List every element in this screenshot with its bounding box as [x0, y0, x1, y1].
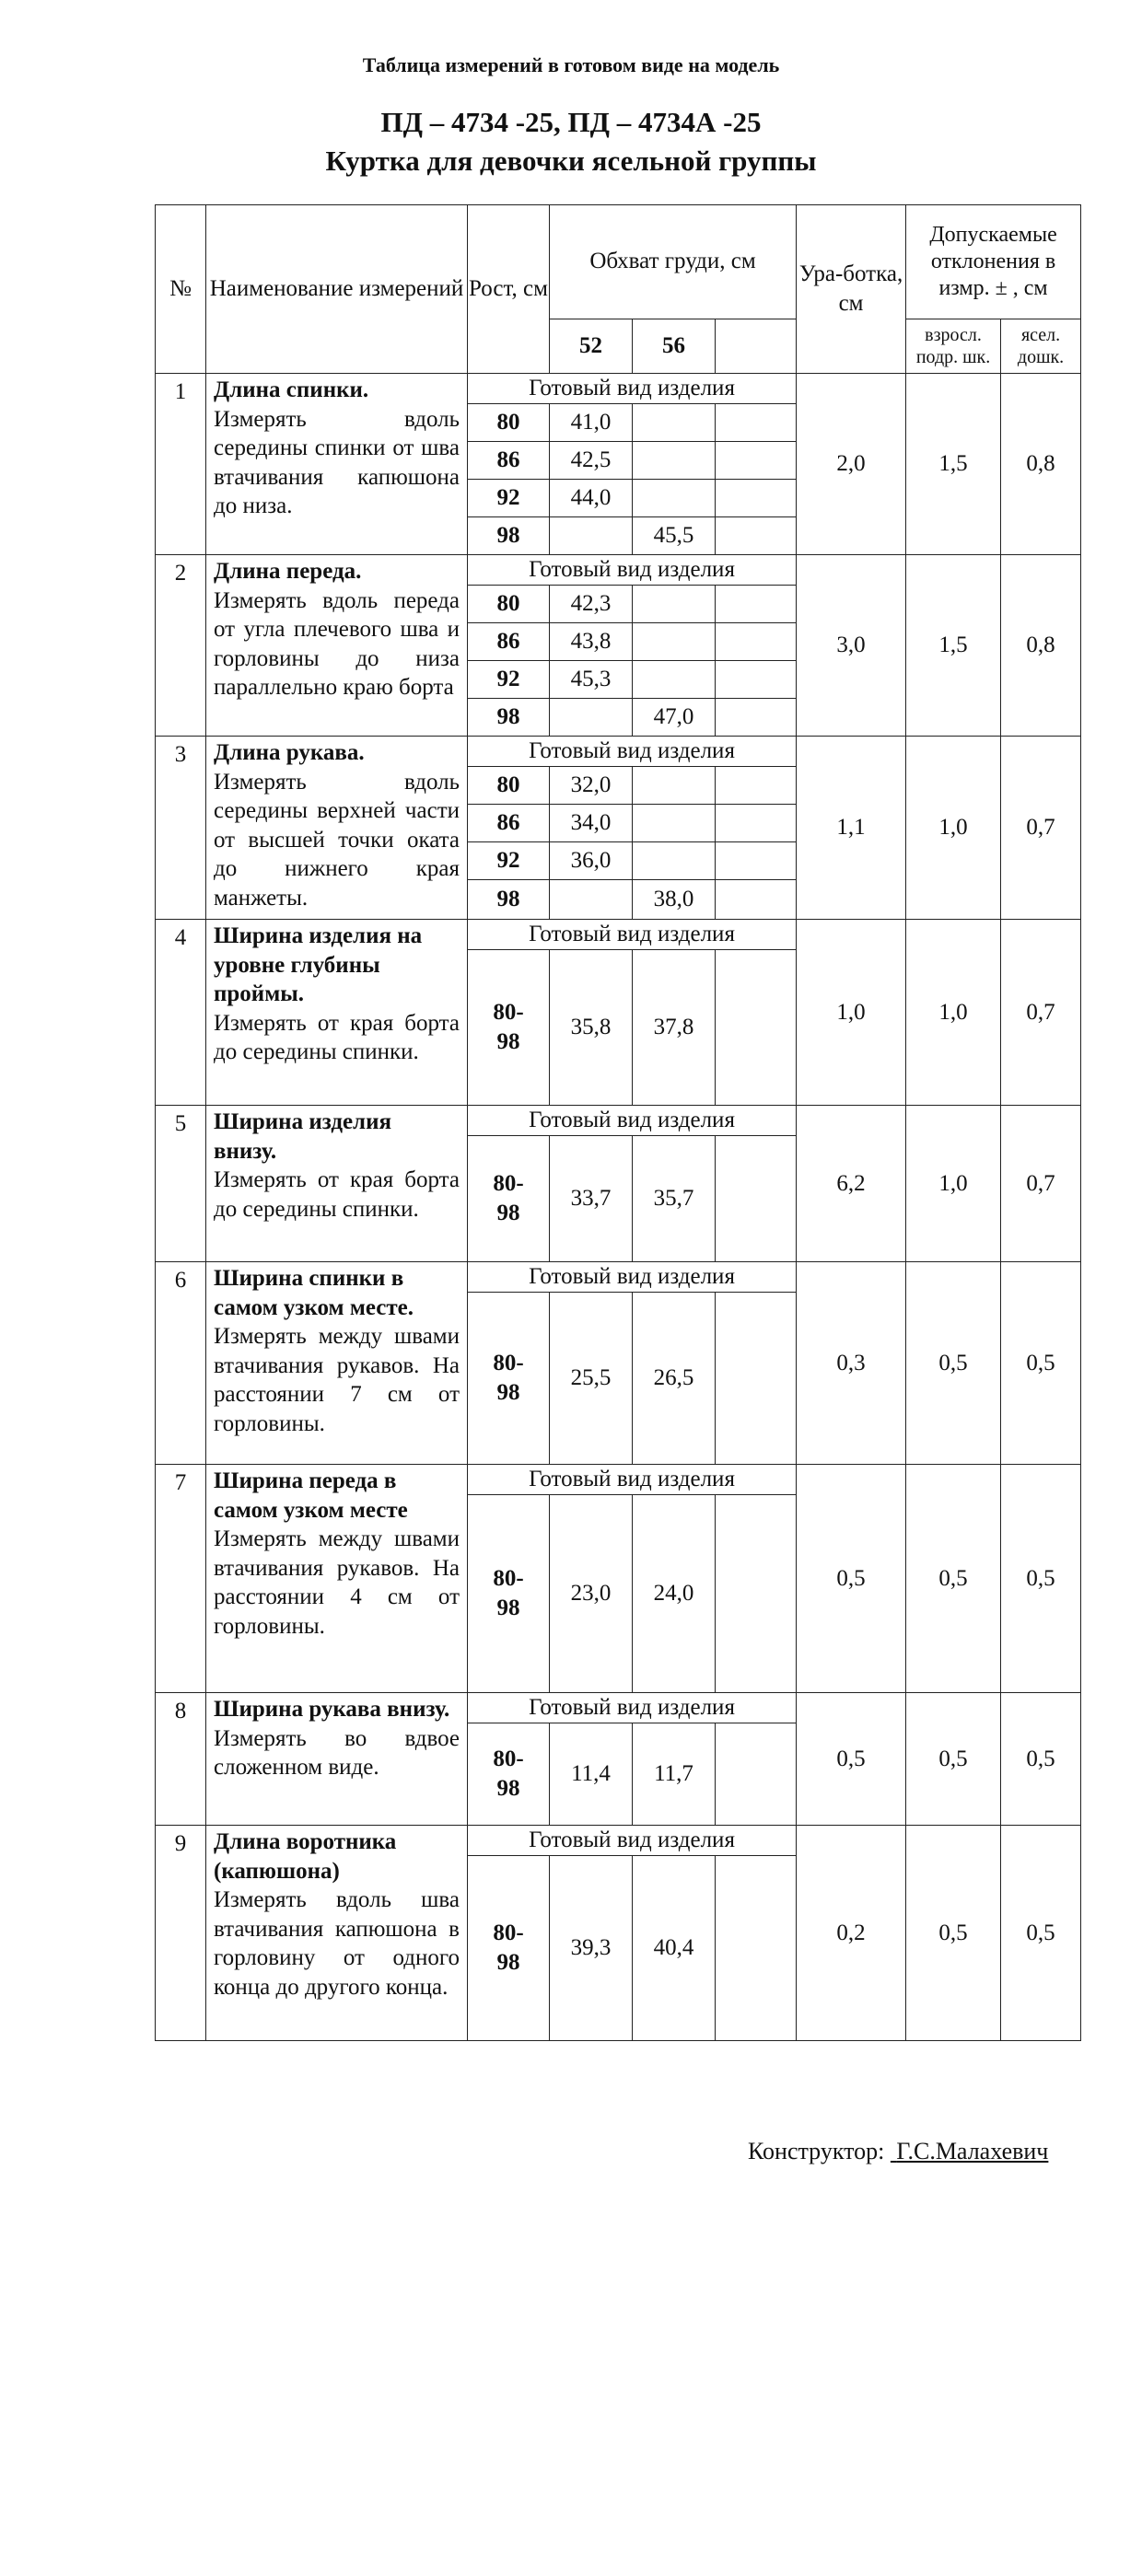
measurement-instruction: Измерять вдоль переда от угла плечевого шва и горловины до низа параллельно краю борта [214, 587, 460, 700]
chest-56-value [633, 404, 716, 442]
ease-value: 6,2 [797, 1106, 906, 1262]
measurement-description [206, 920, 468, 1106]
measurement-description [206, 1262, 468, 1465]
chest-52-value [550, 517, 633, 555]
measurement-description [206, 1826, 468, 2041]
measurement-title: Ширина переда в самом узком месте [214, 1468, 408, 1523]
height-value: 98 [468, 517, 550, 555]
table-row [156, 1465, 1081, 1495]
measurement-title: Длина воротника (капюшона) [214, 1829, 397, 1884]
measurement-title: Длина спинки. [214, 377, 369, 402]
signature-line [748, 2138, 1048, 2165]
tolerance-child-value: 0,8 [1001, 555, 1081, 737]
chest-56-value: 45,5 [633, 517, 716, 555]
chest-52-value: 39,3 [550, 1856, 633, 2041]
measurement-instruction: Измерять вдоль шва втачивания капюшона в горловину от одного конца до другого конца. [214, 1887, 460, 2000]
row-number: 5 [156, 1106, 206, 1262]
ease-value: 0,5 [797, 1693, 906, 1826]
chest-52-value: 33,7 [550, 1136, 633, 1262]
measurement-description [206, 1106, 468, 1262]
tolerance-adult-value: 1,5 [906, 555, 1001, 737]
tolerance-child-value: 0,5 [1001, 1693, 1081, 1826]
chest-56-value: 47,0 [633, 699, 716, 737]
row-number: 8 [156, 1693, 206, 1826]
ease-value: 2,0 [797, 374, 906, 555]
tolerance-child-value: 0,5 [1001, 1262, 1081, 1465]
table-row [156, 1106, 1081, 1136]
chest-56-value [633, 442, 716, 480]
chest-56-value: 37,8 [633, 950, 716, 1106]
tolerance-adult-value: 0,5 [906, 1262, 1001, 1465]
row-number: 2 [156, 555, 206, 737]
col-header-tolerance: Допускаемые отклонения в измр. ± , см [906, 205, 1081, 319]
chest-52-value [550, 880, 633, 920]
col-header-height: Рост, см [468, 205, 550, 374]
tolerance-child-value: 0,7 [1001, 920, 1081, 1106]
measurement-description [206, 1693, 468, 1826]
measurement-instruction: Измерять между швами втачивания рукавов. На расстоянии 7 см от горловины. [214, 1324, 460, 1436]
row-number: 6 [156, 1262, 206, 1465]
chest-56-value [633, 623, 716, 661]
chest-52-value: 42,3 [550, 586, 633, 623]
chest-52-value: 34,0 [550, 805, 633, 842]
height-value: 86 [468, 623, 550, 661]
tolerance-adult-value: 1,5 [906, 374, 1001, 555]
chest-empty-cell [716, 767, 797, 805]
tolerance-child-value: 0,7 [1001, 1106, 1081, 1262]
model-numbers: ПД – 4734 -25, ПД – 4734А -25 [380, 106, 762, 138]
measurement-instruction: Измерять вдоль середины спинки от шва втачивания капюшона до низа. [214, 406, 460, 518]
ease-value: 0,3 [797, 1262, 906, 1465]
chest-empty-cell [716, 517, 797, 555]
height-value: 80 [468, 767, 550, 805]
ready-label: Готовый вид изделия [468, 555, 797, 586]
chest-52-value: 23,0 [550, 1495, 633, 1693]
chest-52-value: 11,4 [550, 1723, 633, 1826]
col-header-chest: Обхват груди, см [550, 205, 797, 319]
row-number: 7 [156, 1465, 206, 1693]
chest-empty-cell [716, 1723, 797, 1826]
document-subtitle: Таблица измерений в готовом виде на модель [362, 53, 780, 76]
measurement-table [155, 204, 1081, 2041]
height-value: 86 [468, 805, 550, 842]
measurement-instruction: Измерять от края борта до середины спинки. [214, 1010, 460, 1064]
tolerance-child-value: 0,5 [1001, 1465, 1081, 1693]
ready-label: Готовый вид изделия [468, 1106, 797, 1136]
col-header-num: № [156, 205, 206, 374]
height-range-value: 80- 98 [468, 1856, 550, 2041]
height-value: 98 [468, 699, 550, 737]
table-row [156, 555, 1081, 586]
chest-56-value [633, 767, 716, 805]
tolerance-adult-value: 1,0 [906, 1106, 1001, 1262]
designer-label: Конструктор: [748, 2138, 885, 2164]
chest-empty-cell [716, 1293, 797, 1465]
measurement-title: Длина переда. [214, 559, 362, 584]
chest-56-value: 40,4 [633, 1856, 716, 2041]
tolerance-adult-value: 1,0 [906, 737, 1001, 920]
height-range-value: 80- 98 [468, 1136, 550, 1262]
measurement-description [206, 374, 468, 555]
chest-empty-cell [716, 805, 797, 842]
measurement-title: Ширина спинки в самом узком месте. [214, 1266, 414, 1320]
chest-56-value: 38,0 [633, 880, 716, 920]
chest-empty-cell [716, 404, 797, 442]
col-header-chest-empty [716, 319, 797, 373]
chest-56-value: 35,7 [633, 1136, 716, 1262]
chest-56-value: 11,7 [633, 1723, 716, 1826]
ease-value: 0,2 [797, 1826, 906, 2041]
chest-empty-cell [716, 1136, 797, 1262]
ready-label: Готовый вид изделия [468, 374, 797, 404]
chest-empty-cell [716, 623, 797, 661]
chest-52-value: 35,8 [550, 950, 633, 1106]
chest-empty-cell [716, 1856, 797, 2041]
ease-value: 1,0 [797, 920, 906, 1106]
measurement-description [206, 1465, 468, 1693]
chest-52-value: 36,0 [550, 842, 633, 880]
row-number: 3 [156, 737, 206, 920]
chest-56-value [633, 842, 716, 880]
chest-empty-cell [716, 442, 797, 480]
tolerance-child-value: 0,8 [1001, 374, 1081, 555]
tolerance-adult-value: 0,5 [906, 1693, 1001, 1826]
col-header-tol-adult: взросл. подр. шк. [906, 319, 1001, 373]
tolerance-adult-value: 1,0 [906, 920, 1001, 1106]
ease-value: 1,1 [797, 737, 906, 920]
height-range-value: 80- 98 [468, 1723, 550, 1826]
ready-label: Готовый вид изделия [468, 1465, 797, 1495]
measurement-title: Ширина рукава внизу. [214, 1697, 450, 1722]
chest-empty-cell [716, 1495, 797, 1693]
ready-label: Готовый вид изделия [468, 920, 797, 950]
chest-56-value: 24,0 [633, 1495, 716, 1693]
row-number: 9 [156, 1826, 206, 2041]
measurement-title: Ширина изделия внизу. [214, 1109, 392, 1164]
measurement-instruction: Измерять от края борта до середины спинки. [214, 1167, 460, 1222]
ready-label: Готовый вид изделия [468, 1262, 797, 1293]
chest-52-value: 44,0 [550, 480, 633, 517]
ready-label: Готовый вид изделия [468, 1693, 797, 1723]
height-value: 86 [468, 442, 550, 480]
height-value: 98 [468, 880, 550, 920]
height-range-value: 80- 98 [468, 1495, 550, 1693]
chest-empty-cell [716, 880, 797, 920]
chest-empty-cell [716, 586, 797, 623]
col-header-tol-child: ясел. дошк. [1001, 319, 1081, 373]
col-header-chest-52: 52 [550, 319, 633, 373]
chest-56-value [633, 805, 716, 842]
height-value: 92 [468, 842, 550, 880]
height-range-value: 80- 98 [468, 1293, 550, 1465]
ease-value: 3,0 [797, 555, 906, 737]
height-value: 80 [468, 404, 550, 442]
chest-empty-cell [716, 842, 797, 880]
chest-56-value [633, 586, 716, 623]
table-row [156, 1262, 1081, 1293]
height-value: 92 [468, 661, 550, 699]
tolerance-adult-value: 0,5 [906, 1465, 1001, 1693]
chest-empty-cell [716, 950, 797, 1106]
measurement-description [206, 555, 468, 737]
tolerance-child-value: 0,7 [1001, 737, 1081, 920]
chest-56-value: 26,5 [633, 1293, 716, 1465]
chest-52-value: 42,5 [550, 442, 633, 480]
col-header-name: Наименование измерений [206, 205, 468, 374]
table-row [156, 1826, 1081, 1856]
ready-label: Готовый вид изделия [468, 1826, 797, 1856]
tolerance-child-value: 0,5 [1001, 1826, 1081, 2041]
measurement-description [206, 737, 468, 920]
table-row [156, 374, 1081, 404]
chest-empty-cell [716, 480, 797, 517]
col-header-ease: Ура-ботка, см [797, 205, 906, 374]
chest-empty-cell [716, 699, 797, 737]
height-range-value: 80- 98 [468, 950, 550, 1106]
measurement-title: Длина рукава. [214, 740, 365, 765]
measurement-instruction: Измерять во вдвое сложенном виде. [214, 1725, 460, 1780]
chest-52-value: 41,0 [550, 404, 633, 442]
table-row [156, 737, 1081, 767]
product-title: Куртка для девочки ясельной группы [325, 145, 817, 177]
chest-56-value [633, 661, 716, 699]
measurement-instruction: Измерять вдоль середины верхней части от высшей точки оката до нижнего края манжеты. [214, 769, 460, 911]
row-number: 1 [156, 374, 206, 555]
row-number: 4 [156, 920, 206, 1106]
chest-52-value: 32,0 [550, 767, 633, 805]
chest-52-value: 43,8 [550, 623, 633, 661]
chest-52-value [550, 699, 633, 737]
measurement-title: Ширина изделия на уровне глубины проймы. [214, 923, 423, 1006]
table-row [156, 920, 1081, 950]
measurement-instruction: Измерять между швами втачивания рукавов. На расстоянии 4 см от горловины. [214, 1526, 460, 1639]
height-value: 80 [468, 586, 550, 623]
header-row-1 [156, 205, 1081, 319]
chest-52-value: 45,3 [550, 661, 633, 699]
chest-52-value: 25,5 [550, 1293, 633, 1465]
table-row [156, 1693, 1081, 1723]
tolerance-adult-value: 0,5 [906, 1826, 1001, 2041]
chest-56-value [633, 480, 716, 517]
col-header-chest-56: 56 [633, 319, 716, 373]
designer-name: Г.С.Малахевич [896, 2138, 1049, 2164]
ready-label: Готовый вид изделия [468, 737, 797, 767]
table-body [156, 205, 1081, 2041]
height-value: 92 [468, 480, 550, 517]
ease-value: 0,5 [797, 1465, 906, 1693]
chest-empty-cell [716, 661, 797, 699]
